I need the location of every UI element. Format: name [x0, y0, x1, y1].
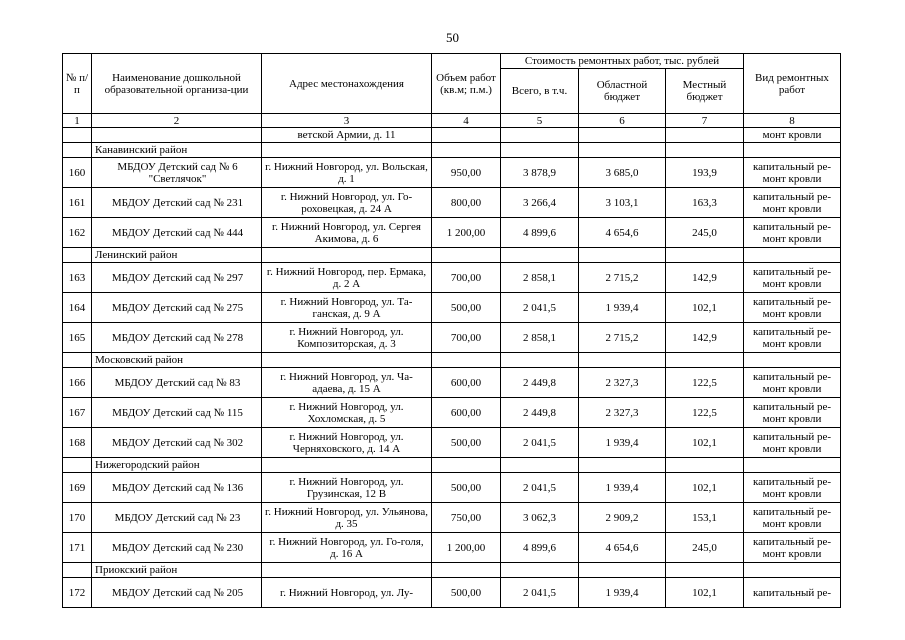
cell-work-volume: 500,00 — [432, 428, 501, 458]
cell-organization-name: МБДОУ Детский сад № 83 — [92, 368, 262, 398]
cell-address: г. Нижний Новгород, ул. Вольская, д. 1 — [262, 158, 432, 188]
column-number: 4 — [432, 114, 501, 128]
district-name: Ленинский район — [92, 248, 262, 263]
cell-repair-type: капитальный ре-монт кровли — [744, 368, 841, 398]
cell-work-volume: 700,00 — [432, 323, 501, 353]
cell-address: г. Нижний Новгород, ул. Композиторская, д. 3 — [262, 323, 432, 353]
cell-organization-name: МБДОУ Детский сад № 302 — [92, 428, 262, 458]
cell-regional-budget: 1 939,4 — [579, 293, 666, 323]
cell-address: г. Нижний Новгород, ул. Ульянова, д. 35 — [262, 503, 432, 533]
cell-local-budget: 142,9 — [666, 323, 744, 353]
cell-organization-name: МБДОУ Детский сад № 278 — [92, 323, 262, 353]
district-name: Канавинский район — [92, 143, 262, 158]
column-number: 1 — [63, 114, 92, 128]
header-organization-name: Наименование дошкольной образовательной организа-ции — [92, 54, 262, 114]
cell-organization-name: МБДОУ Детский сад № 297 — [92, 263, 262, 293]
cell-row-number: 161 — [63, 188, 92, 218]
cell-repair-type: капитальный ре-монт кровли — [744, 398, 841, 428]
cell-regional-budget: 1 939,4 — [579, 428, 666, 458]
cell-repair-type: капитальный ре-монт кровли — [744, 293, 841, 323]
cell-address: г. Нижний Новгород, ул. Го-роховецкая, д. 24 А — [262, 188, 432, 218]
cell-local-budget: 102,1 — [666, 578, 744, 608]
cell-work-volume: 700,00 — [432, 263, 501, 293]
cell-repair-type: капитальный ре- — [744, 578, 841, 608]
district-row — [63, 248, 841, 263]
cell-repair-type: капитальный ре-монт кровли — [744, 158, 841, 188]
cell-total-cost: 2 041,5 — [501, 473, 579, 503]
table-row — [63, 578, 841, 608]
header-repair-type: Вид ремонтных работ — [744, 54, 841, 114]
cell-organization-name: МБДОУ Детский сад № 275 — [92, 293, 262, 323]
table-row — [63, 533, 841, 563]
cell-work-volume: 800,00 — [432, 188, 501, 218]
table-row — [63, 473, 841, 503]
cell-address: г. Нижний Новгород, ул. Грузинская, 12 В — [262, 473, 432, 503]
cell-total-cost: 3 062,3 — [501, 503, 579, 533]
cell-repair-type: капитальный ре-монт кровли — [744, 503, 841, 533]
cell-address: г. Нижний Новгород, ул. Ча-адаева, д. 15 А — [262, 368, 432, 398]
cell-regional-budget: 1 939,4 — [579, 578, 666, 608]
cell-repair-type: капитальный ре-монт кровли — [744, 263, 841, 293]
cell-regional-budget: 4 654,6 — [579, 533, 666, 563]
header-row-top — [63, 54, 841, 69]
cell-organization-name: МБДОУ Детский сад № 136 — [92, 473, 262, 503]
cell-organization-name: МБДОУ Детский сад № 23 — [92, 503, 262, 533]
cell-local-budget: 122,5 — [666, 398, 744, 428]
column-number: 2 — [92, 114, 262, 128]
cell-regional-budget: 2 327,3 — [579, 368, 666, 398]
header-regional-budget: Областной бюджет — [579, 69, 666, 114]
table-row — [63, 428, 841, 458]
cell-organization-name: МБДОУ Детский сад № 115 — [92, 398, 262, 428]
cell-work-volume: 500,00 — [432, 473, 501, 503]
cell-repair-type: капитальный ре-монт кровли — [744, 428, 841, 458]
cell-address: г. Нижний Новгород, ул. Го-голя, д. 16 А — [262, 533, 432, 563]
cell-row-number: 166 — [63, 368, 92, 398]
cell-regional-budget: 2 909,2 — [579, 503, 666, 533]
cell-repair-type: капитальный ре-монт кровли — [744, 323, 841, 353]
cell-organization-name: МБДОУ Детский сад № 444 — [92, 218, 262, 248]
cell-repair-type: капитальный ре-монт кровли — [744, 473, 841, 503]
header-repair-cost-group: Стоимость ремонтных работ, тыс. рублей — [501, 54, 744, 69]
cell-row-number: 163 — [63, 263, 92, 293]
cell-row-number: 167 — [63, 398, 92, 428]
cell-local-budget: 122,5 — [666, 368, 744, 398]
cell-address: г. Нижний Новгород, пер. Ермака, д. 2 А — [262, 263, 432, 293]
table-row — [63, 293, 841, 323]
cell-local-budget: 142,9 — [666, 263, 744, 293]
cell-work-volume: 1 200,00 — [432, 218, 501, 248]
cell-work-volume: 950,00 — [432, 158, 501, 188]
header-num: № п/п — [63, 54, 92, 114]
cell-total-cost: 2 449,8 — [501, 368, 579, 398]
table-row — [63, 218, 841, 248]
cell-local-budget: 102,1 — [666, 428, 744, 458]
cell-work-volume: 1 200,00 — [432, 533, 501, 563]
cell-address: г. Нижний Новгород, ул. Лу- — [262, 578, 432, 608]
cell-local-budget: 163,3 — [666, 188, 744, 218]
cell-total-cost: 2 041,5 — [501, 293, 579, 323]
cell-organization-name: МБДОУ Детский сад № 205 — [92, 578, 262, 608]
table-row — [63, 368, 841, 398]
cell-total-cost: 2 041,5 — [501, 578, 579, 608]
cell-row-number: 160 — [63, 158, 92, 188]
cell-total-cost: 2 858,1 — [501, 323, 579, 353]
column-number: 5 — [501, 114, 579, 128]
continuation-address: ветской Армии, д. 11 — [262, 128, 432, 143]
column-number: 7 — [666, 114, 744, 128]
cell-regional-budget: 3 103,1 — [579, 188, 666, 218]
column-number: 8 — [744, 114, 841, 128]
cell-organization-name: МБДОУ Детский сад № 230 — [92, 533, 262, 563]
cell-total-cost: 3 266,4 — [501, 188, 579, 218]
continuation-repair-type: монт кровли — [744, 128, 841, 143]
cell-regional-budget: 2 715,2 — [579, 263, 666, 293]
cell-local-budget: 102,1 — [666, 473, 744, 503]
cell-work-volume: 500,00 — [432, 578, 501, 608]
cell-row-number: 172 — [63, 578, 92, 608]
cell-address: г. Нижний Новгород, ул. Черняховского, д. 14 А — [262, 428, 432, 458]
cell-total-cost: 3 878,9 — [501, 158, 579, 188]
cell-address: г. Нижний Новгород, ул. Сергея Акимова, д. 6 — [262, 218, 432, 248]
repair-works-table — [62, 53, 841, 608]
table-row — [63, 158, 841, 188]
cell-total-cost: 2 858,1 — [501, 263, 579, 293]
cell-total-cost: 4 899,6 — [501, 533, 579, 563]
cell-regional-budget: 3 685,0 — [579, 158, 666, 188]
district-row — [63, 353, 841, 368]
cell-address: г. Нижний Новгород, ул. Хохломская, д. 5 — [262, 398, 432, 428]
cell-row-number: 165 — [63, 323, 92, 353]
cell-regional-budget: 2 327,3 — [579, 398, 666, 428]
cell-regional-budget: 4 654,6 — [579, 218, 666, 248]
table-row — [63, 188, 841, 218]
table-row — [63, 323, 841, 353]
district-row — [63, 143, 841, 158]
cell-regional-budget: 2 715,2 — [579, 323, 666, 353]
cell-local-budget: 245,0 — [666, 533, 744, 563]
cell-local-budget: 193,9 — [666, 158, 744, 188]
column-number: 3 — [262, 114, 432, 128]
district-name: Московский район — [92, 353, 262, 368]
cell-row-number: 170 — [63, 503, 92, 533]
cell-total-cost: 2 041,5 — [501, 428, 579, 458]
cell-local-budget: 102,1 — [666, 293, 744, 323]
cell-regional-budget: 1 939,4 — [579, 473, 666, 503]
table-row — [63, 398, 841, 428]
header-work-volume: Объем работ (кв.м; п.м.) — [432, 54, 501, 114]
cell-work-volume: 500,00 — [432, 293, 501, 323]
cell-row-number: 162 — [63, 218, 92, 248]
table-row — [63, 503, 841, 533]
cell-organization-name: МБДОУ Детский сад № 231 — [92, 188, 262, 218]
district-name: Нижегородский район — [92, 458, 262, 473]
cell-address: г. Нижний Новгород, ул. Та-ганская, д. 9 А — [262, 293, 432, 323]
cell-work-volume: 600,00 — [432, 368, 501, 398]
cell-local-budget: 245,0 — [666, 218, 744, 248]
cell-repair-type: капитальный ре-монт кровли — [744, 218, 841, 248]
table-row — [63, 263, 841, 293]
cell-work-volume: 600,00 — [432, 398, 501, 428]
cell-row-number: 168 — [63, 428, 92, 458]
page-number: 50 — [446, 30, 459, 45]
cell-work-volume: 750,00 — [432, 503, 501, 533]
table-body — [63, 54, 841, 608]
cell-row-number: 169 — [63, 473, 92, 503]
cell-row-number: 164 — [63, 293, 92, 323]
cell-row-number: 171 — [63, 533, 92, 563]
header-total-cost: Всего, в т.ч. — [501, 69, 579, 114]
cell-local-budget: 153,1 — [666, 503, 744, 533]
header-address: Адрес местонахождения — [262, 54, 432, 114]
cell-repair-type: капитальный ре-монт кровли — [744, 188, 841, 218]
district-row — [63, 563, 841, 578]
cell-total-cost: 4 899,6 — [501, 218, 579, 248]
cell-repair-type: капитальный ре-монт кровли — [744, 533, 841, 563]
district-name: Приокский район — [92, 563, 262, 578]
cell-organization-name: МБДОУ Детский сад № 6 "Светлячок" — [92, 158, 262, 188]
district-row — [63, 458, 841, 473]
column-number: 6 — [579, 114, 666, 128]
cell-total-cost: 2 449,8 — [501, 398, 579, 428]
column-number-row — [63, 114, 841, 128]
header-local-budget: Местный бюджет — [666, 69, 744, 114]
continuation-row — [63, 128, 841, 143]
